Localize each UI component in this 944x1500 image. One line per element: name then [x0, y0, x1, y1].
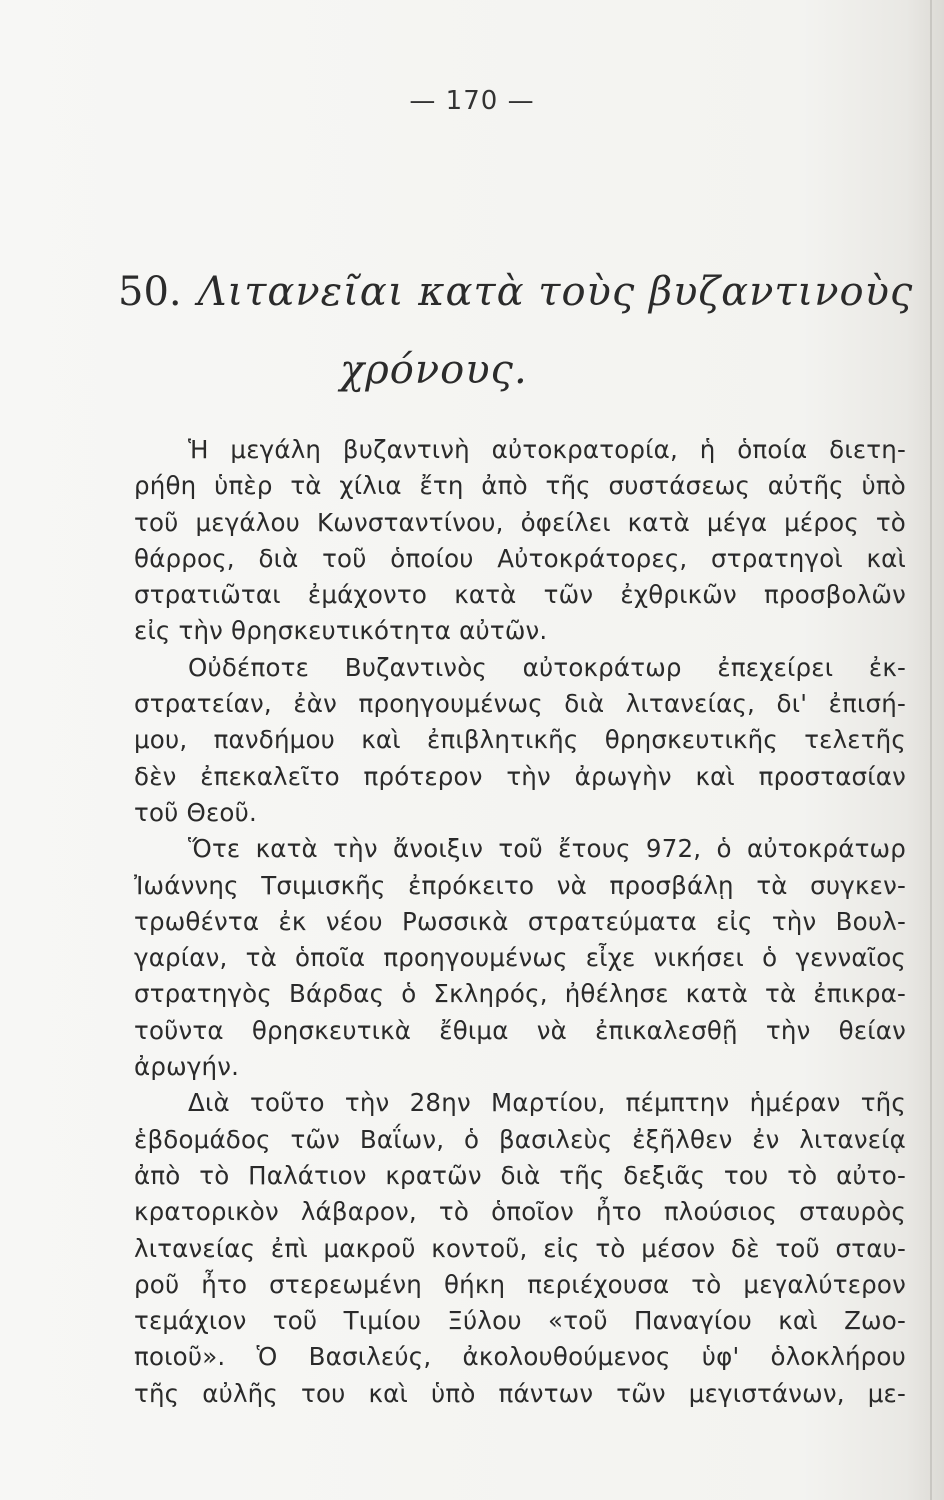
text-line: ποιοῦ». Ὁ Βασιλεύς, ἀκολουθούμενος ὑφ' ὁλοκλήρου — [134, 1342, 906, 1372]
text-line: τρωθέντα ἐκ νέου Ρωσσικὰ στρατεύματα εἰς τὴν Βουλ- — [134, 906, 906, 936]
text-line: δὲν ἐπεκαλεῖτο πρότερον τὴν ἀρωγὴν καὶ προστασίαν — [134, 761, 906, 791]
text-line: Διὰ τοῦτο τὴν 28ην Μαρτίου, πέμπτην ἡμέραν τῆς — [188, 1088, 906, 1118]
text-line: Ὅτε κατὰ τὴν ἄνοιξιν τοῦ ἔτους 972, ὁ αὐτοκράτωρ — [188, 834, 906, 864]
page-number: — 170 — — [409, 86, 535, 116]
text-line: λιτανείας ἐπὶ μακροῦ κοντοῦ, εἰς τὸ μέσον δὲ τοῦ σταυ- — [134, 1233, 906, 1263]
text-line: εἰς τὴν θρησκευτικότητα αὐτῶν. — [134, 616, 548, 646]
chapter-title-text: Λιτανεῖαι κατὰ τοὺς βυζαντινοὺς — [197, 269, 914, 315]
text-line: Ἰωάννης Τσιμισκῆς ἐπρόκειτο νὰ προσβάλῃ τὰ συγκεν- — [134, 870, 906, 900]
text-line: στρατηγὸς Βάρδας ὁ Σκληρός, ἠθέλησε κατὰ τὰ ἐπικρα- — [134, 979, 906, 1009]
text-line: τοῦντα θρησκευτικὰ ἔθιμα νὰ ἐπικαλεσθῇ τὴν θείαν — [134, 1015, 906, 1045]
text-line: τεμάχιον τοῦ Τιμίου Ξύλου «τοῦ Παναγίου καὶ Ζωο- — [134, 1306, 906, 1336]
chapter-title-line-2 — [118, 340, 918, 400]
text-line: Ἡ μεγάλη βυζαντινὴ αὐτοκρατορία, ἡ ὁποία διετη- — [188, 435, 906, 464]
text-line: κρατορικὸν λάβαρον, τὸ ὁποῖον ἦτο πλούσιος σταυρὸς — [134, 1197, 906, 1227]
text-line: ρήθη ὑπὲρ τὰ χίλια ἔτη ἀπὸ τῆς συστάσεως αὐτῆς ὑπὸ — [134, 471, 906, 501]
chapter-number: 50. — [118, 269, 182, 315]
text-line: τῆς αὐλῆς του καὶ ὑπὸ πάντων τῶν μεγιστάνων, με- — [134, 1378, 906, 1408]
text-line: γαρίαν, τὰ ὁποῖα προηγουμένως εἶχε νικήσει ὁ γενναῖος — [134, 943, 906, 973]
text-line: στρατιῶται ἐμάχοντο κατὰ τῶν ἐχθρικῶν προσβολῶν — [134, 580, 906, 610]
text-line: τοῦ μεγάλου Κωνσταντίνου, ὀφείλει κατὰ μέγα μέρος τὸ — [134, 507, 906, 537]
text-line: ἑβδομάδος τῶν Βαΐων, ὁ βασιλεὺς ἐξῆλθεν ἐν λιτανείᾳ — [134, 1124, 906, 1154]
text-line: τοῦ Θεοῦ. — [134, 797, 257, 827]
chapter-title — [118, 262, 918, 400]
text-line: στρατείαν, ἐὰν προηγουμένως διὰ λιτανείας, δι' ἐπισή- — [134, 689, 906, 719]
text-line: ροῦ ἦτο στερεωμένη θήκη περιέχουσα τὸ μεγαλύτερον — [134, 1269, 906, 1299]
text-line: μου, πανδήμου καὶ ἐπιβλητικῆς θρησκευτικῆς τελετῆς — [134, 725, 906, 755]
text-line: θάρρος, διὰ τοῦ ὁποίου Αὐτοκράτορες, στρατηγοὶ καὶ — [134, 543, 906, 573]
text-line: ἀρωγήν. — [134, 1052, 240, 1082]
chapter-title-text-continued: χρόνους. — [340, 347, 528, 393]
text-line: ἀπὸ τὸ Παλάτιον κρατῶν διὰ τῆς δεξιᾶς του τὸ αὐτο- — [134, 1160, 906, 1190]
text-line: Οὐδέποτε Βυζαντινὸς αὐτοκράτωρ ἐπεχείρει ἐκ- — [188, 652, 906, 682]
chapter-title-line-1 — [118, 262, 918, 322]
page-edge — [930, 0, 932, 1500]
body-text — [134, 432, 906, 1412]
